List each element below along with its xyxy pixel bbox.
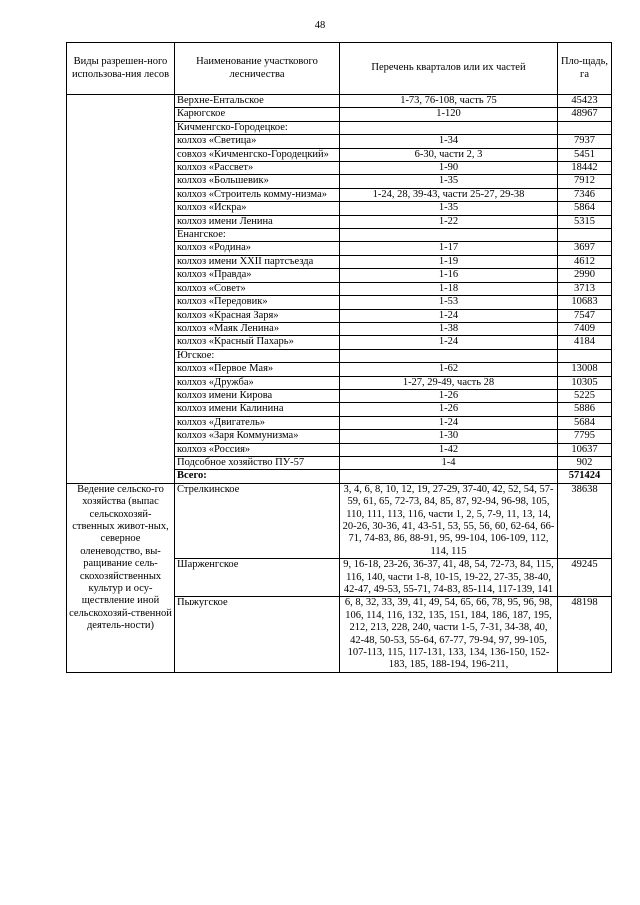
quarters-cell: 1-26: [340, 403, 558, 416]
use-type-cell: [67, 95, 175, 484]
forestry-name-cell: Стрелкинское: [175, 483, 340, 558]
quarters-cell: 1-38: [340, 322, 558, 335]
forestry-name-cell: колхоз имени XXII партсъезда: [175, 255, 340, 268]
area-cell: 3697: [558, 242, 612, 255]
area-cell: [558, 349, 612, 362]
total-area: 571424: [558, 470, 612, 483]
forestry-name-cell: колхоз имени Калинина: [175, 403, 340, 416]
area-cell: 4612: [558, 255, 612, 268]
area-cell: 5315: [558, 215, 612, 228]
forestry-name-cell: колхоз «Россия»: [175, 443, 340, 456]
quarters-cell: 1-18: [340, 282, 558, 295]
quarters-cell: [340, 349, 558, 362]
forestry-name-cell: колхоз «Совет»: [175, 282, 340, 295]
total-label: Всего:: [175, 470, 340, 483]
area-cell: 7409: [558, 322, 612, 335]
forestry-name-cell: колхоз «Красный Пахарь»: [175, 336, 340, 349]
forest-use-table: [66, 42, 612, 673]
area-cell: [558, 121, 612, 134]
header-area: Пло-щадь, га: [558, 43, 612, 95]
quarters-cell: 1-53: [340, 296, 558, 309]
area-cell: 5886: [558, 403, 612, 416]
area-cell: 902: [558, 456, 612, 469]
quarters-cell: 1-24: [340, 416, 558, 429]
area-cell: 7547: [558, 309, 612, 322]
quarters-cell: 1-73, 76-108, часть 75: [340, 95, 558, 108]
area-cell: 4184: [558, 336, 612, 349]
header-type: Виды разрешен-ного использова-ния лесов: [67, 43, 175, 95]
area-cell: 49245: [558, 559, 612, 597]
forestry-name-cell: колхоз «Правда»: [175, 269, 340, 282]
area-cell: 7795: [558, 430, 612, 443]
area-cell: 13008: [558, 363, 612, 376]
forestry-name-cell: Пыжугское: [175, 597, 340, 672]
forestry-name-cell: колхоз «Маяк Ленина»: [175, 322, 340, 335]
quarters-cell: 1-26: [340, 389, 558, 402]
forestry-name-cell: Енангское:: [175, 229, 340, 242]
area-cell: 5225: [558, 389, 612, 402]
forestry-name-cell: колхоз имени Кирова: [175, 389, 340, 402]
agri-use-type-cell: Ведение сельско-го хозяйства (выпас сельскохозяй-ственных живот-ных, северное оленеводство, вы-ращивание сель-скохозяйственных культур и осу-ществление иной сельскохозяй-ственной деятель-ности): [67, 483, 175, 672]
quarters-cell: 1-120: [340, 108, 558, 121]
area-cell: 10683: [558, 296, 612, 309]
forestry-name-cell: Верхне-Ентальское: [175, 95, 340, 108]
quarters-cell: 1-24, 28, 39-43, части 25-27, 29-38: [340, 188, 558, 201]
quarters-cell: 1-24: [340, 309, 558, 322]
table-row: [67, 95, 612, 108]
forestry-name-cell: Карюгское: [175, 108, 340, 121]
area-cell: 7912: [558, 175, 612, 188]
forestry-name-cell: колхоз «Искра»: [175, 202, 340, 215]
area-cell: 18442: [558, 162, 612, 175]
table-row: [67, 483, 612, 558]
area-cell: 10305: [558, 376, 612, 389]
quarters-cell: 9, 16-18, 23-26, 36-37, 41, 48, 54, 72-73, 84, 115, 116, 140, части 1-8, 10-15, 19-22, 27-35, 38-40, 42-47, 49-53, 55-71, 74-83, 85-114, 117-139, 141: [340, 559, 558, 597]
area-cell: 48198: [558, 597, 612, 672]
quarters-cell: 3, 4, 6, 8, 10, 12, 19, 27-29, 37-40, 42, 52, 54, 57-59, 61, 65, 72-73, 84, 85, 87, 92-94, 96-98, 105, 110, 111, 113, 116, части 1, 2, 5, 7-9, 11, 13, 14, 20-26, 30-36, 41, 43-51, 53, 55, 56, 60, 62-64, 66-71, 74-83, 86, 88-91, 95, 99-104, 106-109, 112, 114, 115: [340, 483, 558, 558]
quarters-cell: 1-16: [340, 269, 558, 282]
forestry-name-cell: колхоз «Красная Заря»: [175, 309, 340, 322]
forestry-name-cell: колхоз «Дружба»: [175, 376, 340, 389]
quarters-cell: 1-90: [340, 162, 558, 175]
quarters-cell: 1-34: [340, 135, 558, 148]
quarters-cell: 1-4: [340, 456, 558, 469]
quarters-cell: 1-30: [340, 430, 558, 443]
quarters-cell: 1-62: [340, 363, 558, 376]
area-cell: 5451: [558, 148, 612, 161]
quarters-cell: 6-30, части 2, 3: [340, 148, 558, 161]
forestry-name-cell: колхоз имени Ленина: [175, 215, 340, 228]
table-header-row: [67, 43, 612, 95]
total-quarters-cell: [340, 470, 558, 483]
forestry-name-cell: Подсобное хозяйство ПУ-57: [175, 456, 340, 469]
quarters-cell: 6, 8, 32, 33, 39, 41, 49, 54, 65, 66, 78, 95, 96, 98, 106, 114, 116, 132, 135, 151, 184, 186, 187, 195, 212, 213, 228, 240, части 1-5, 7-31, 34-38, 40, 42-48, 50-53, 55-64, 67-77, 79-94, 97, 99-105, 107-113, 115, 117-131, 133, 134, 136-150, 152-183, 185, 188-194, 196-211,: [340, 597, 558, 672]
quarters-cell: 1-27, 29-49, часть 28: [340, 376, 558, 389]
area-cell: 2990: [558, 269, 612, 282]
forestry-name-cell: колхоз «Первое Мая»: [175, 363, 340, 376]
quarters-cell: 1-19: [340, 255, 558, 268]
forestry-name-cell: колхоз «Светица»: [175, 135, 340, 148]
quarters-cell: [340, 121, 558, 134]
forestry-name-cell: колхоз «Заря Коммунизма»: [175, 430, 340, 443]
forestry-name-cell: Кичменгско-Городецкое:: [175, 121, 340, 134]
header-quarters: Перечень кварталов или их частей: [340, 43, 558, 95]
forestry-name-cell: колхоз «Родина»: [175, 242, 340, 255]
forestry-name-cell: колхоз «Передовик»: [175, 296, 340, 309]
quarters-cell: 1-17: [340, 242, 558, 255]
area-cell: [558, 229, 612, 242]
quarters-cell: 1-35: [340, 175, 558, 188]
forestry-name-cell: Югское:: [175, 349, 340, 362]
forestry-name-cell: колхоз «Рассвет»: [175, 162, 340, 175]
area-cell: 5684: [558, 416, 612, 429]
area-cell: 7346: [558, 188, 612, 201]
page-number: 48: [314, 20, 326, 31]
forestry-name-cell: колхоз «Большевик»: [175, 175, 340, 188]
forestry-name-cell: Шарженгское: [175, 559, 340, 597]
quarters-cell: 1-42: [340, 443, 558, 456]
area-cell: 45423: [558, 95, 612, 108]
area-cell: 48967: [558, 108, 612, 121]
area-cell: 5864: [558, 202, 612, 215]
forestry-name-cell: колхоз «Двигатель»: [175, 416, 340, 429]
forestry-name-cell: колхоз «Строитель комму-низма»: [175, 188, 340, 201]
area-cell: 38638: [558, 483, 612, 558]
header-name: Наименование участкового лесничества: [175, 43, 340, 95]
quarters-cell: [340, 229, 558, 242]
area-cell: 3713: [558, 282, 612, 295]
quarters-cell: 1-22: [340, 215, 558, 228]
quarters-cell: 1-35: [340, 202, 558, 215]
area-cell: 10637: [558, 443, 612, 456]
table-body: [67, 95, 612, 673]
quarters-cell: 1-24: [340, 336, 558, 349]
forestry-name-cell: совхоз «Кичменгско-Городецкий»: [175, 148, 340, 161]
area-cell: 7937: [558, 135, 612, 148]
